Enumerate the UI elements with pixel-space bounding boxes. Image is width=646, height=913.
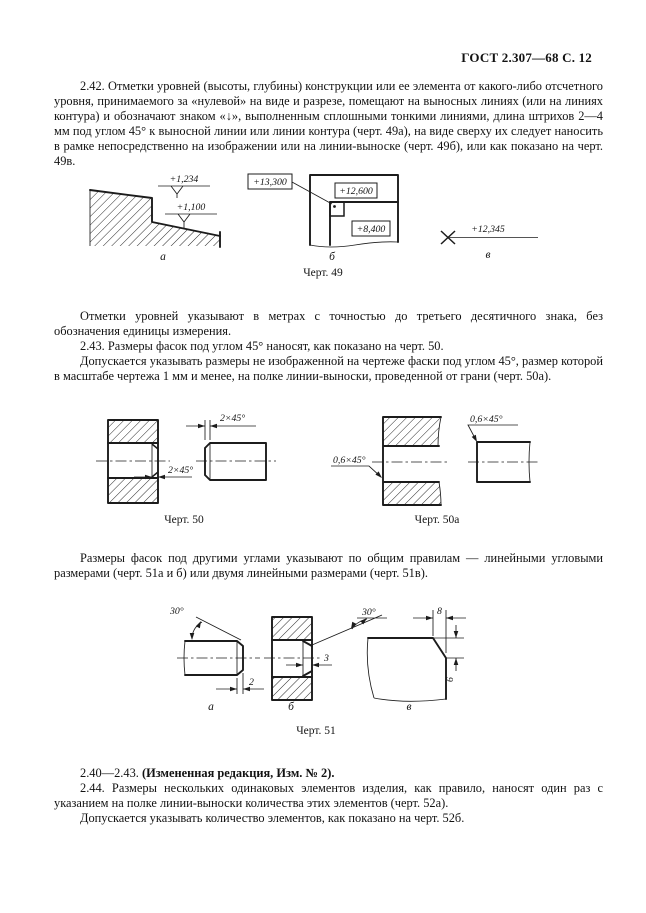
fig51-caption: Черт. 51 [296,725,336,737]
angle-arrow-down [190,633,195,640]
block-hole-edges [272,640,312,677]
angle-arrow-up [196,620,203,628]
dim2-extension-lines [216,673,264,694]
corner-outline [368,638,446,699]
dim-arrow-right [296,663,303,668]
section-a-hatch-top [383,417,440,446]
dim-arrow-right [230,687,237,692]
fig50a-caption: Черт. 50а [414,514,460,526]
section-a-hatch-bottom [383,482,441,505]
revision-note-bold: (Измененная редакция, Изм. № 2). [141,766,335,780]
paragraph-2-44: 2.44. Размеры нескольких одинаковых элементов изделия, как правило, наносят один раз с указанием на полке линии-выноски количества этих элементов (черт. 52а). [54,781,603,811]
dim-arrow-up [454,658,459,665]
fig49a-label: а [160,251,166,263]
dim-06x45-hole: 0,6×45° [333,455,366,466]
paragraph-2-44-note: Допускается указывать количество элементов, как показано на черт. 52б. [80,811,465,826]
leader-arrow [472,435,477,442]
angle-30-shaft: 30° [170,606,184,617]
dim-arrow-right [198,424,205,429]
dim-8-value: 8 [437,606,442,617]
page-header-gost-number: ГОСТ 2.307—68 С. 12 [461,50,592,65]
frame-13300-value: +13,300 [253,177,287,188]
frame-8400-value: +8,400 [356,224,386,235]
fig51b-label: б [288,701,294,713]
dim-2x45-shaft: 2×45° [220,413,246,424]
figure-50 [70,406,620,535]
fig49v-label: в [485,249,491,261]
angle-30-hole: 30° [362,607,376,618]
level-mark-symbol-upper [158,186,210,198]
dim-06x45-shaft: 0,6×45° [470,414,503,425]
level-value-upper: +1,234 [169,174,199,185]
paragraph-2-43-note: Допускается указывать размеры не изображенной на чертеже фаски под углом 45°, размер которой в масштабе чертежа 1 мм и менее, на полке линии-выноски, проведенной от грани (черт. 50а). [54,354,603,384]
dim-arrow-left [210,424,217,429]
fig51a-label: а [208,701,214,713]
paragraph-2-40-2-43 [54,766,603,781]
bushing-hole-edges [108,443,158,478]
figure-49 [60,170,610,287]
shaft51-outline [185,641,243,675]
paragraph-other-angles [54,551,603,581]
frame-12600-value: +12,600 [339,186,373,197]
plan-break-line [310,242,398,247]
angle-dim-lines-b [312,615,387,645]
block-hatch-top [272,617,312,640]
polka-leader-hole [331,466,381,477]
dim-arrow-left [158,475,165,480]
fig49b-label: б [329,251,335,263]
fig51v-label: в [406,701,412,713]
section-hatch-bottom [108,478,158,503]
section-hatch-top [108,420,158,443]
block-hatch-bottom [272,677,312,700]
figure-51-drawing [150,598,545,740]
dim-arrow-down [454,631,459,638]
angle-dim-lines-a [192,617,241,640]
figure-51 [150,598,545,745]
revision-prefix: 2.40—2.43. [80,766,142,780]
figure-50-drawing [70,406,620,530]
terrain-hatch [90,190,220,246]
paragraph-2-43: 2.43. Размеры фасок под углом 45° наносят, как показано на черт. 50. [80,339,444,354]
paragraph-other-angles-text: Размеры фасок под другими углами указывают по общим правилам — линейными угловыми размерами (черт. 51а и б) или двумя линейными размерами (черт. 51в). [54,551,603,581]
corner-dim-lines [413,610,466,671]
dim-arrow-right [426,616,433,621]
dim-arrow-left [446,616,453,621]
dim-6-value: 6 [445,677,456,682]
leader-line-13300 [292,182,332,204]
dim-arrow-left [312,663,319,668]
paragraph-2-42-text: 2.42. Отметки уровней (высоты, глубины) конструкции или ее элемента от какого-либо отсчетного уровня, принимаемого за «нулевой» на виде и разрезе, помещают на выносных линиях (или на линиях контура) и обозначают знаком «↓», выполненным сплошными тонкими линиями, длина штрихов 2—4 мм под углом 45° к выносной линии или линии контура (черт. 49а), на виде сверху их следует наносить в рамке непосредственно на изображении или на линии-выноске (черт. 49б), или как показано на черт. 49в. [54,79,603,169]
dim-2-value: 2 [249,677,254,688]
corner-break-lines [367,638,446,701]
dim-3-value: 3 [324,653,329,664]
plan-corner-frame [330,202,344,216]
fig49-caption: Черт. 49 [303,267,343,279]
cross-mark-value: +12,345 [471,224,505,235]
paragraph-levels-units: Отметки уровней указывают в метрах с точностью до третьего десятичного знака, без обозначения единицы измерения. [54,309,603,339]
dim-2x45-section: 2×45° [168,465,194,476]
figure-49-drawing [60,170,610,282]
plan-level-point [333,205,336,208]
paragraph-block-bottom [54,766,603,826]
fig50-caption: Черт. 50 [164,514,204,526]
paragraph-2-42 [54,79,603,170]
paragraph-block-levels [54,309,603,384]
level-value-lower: +1,100 [176,202,206,213]
shaft-outline [205,443,266,480]
